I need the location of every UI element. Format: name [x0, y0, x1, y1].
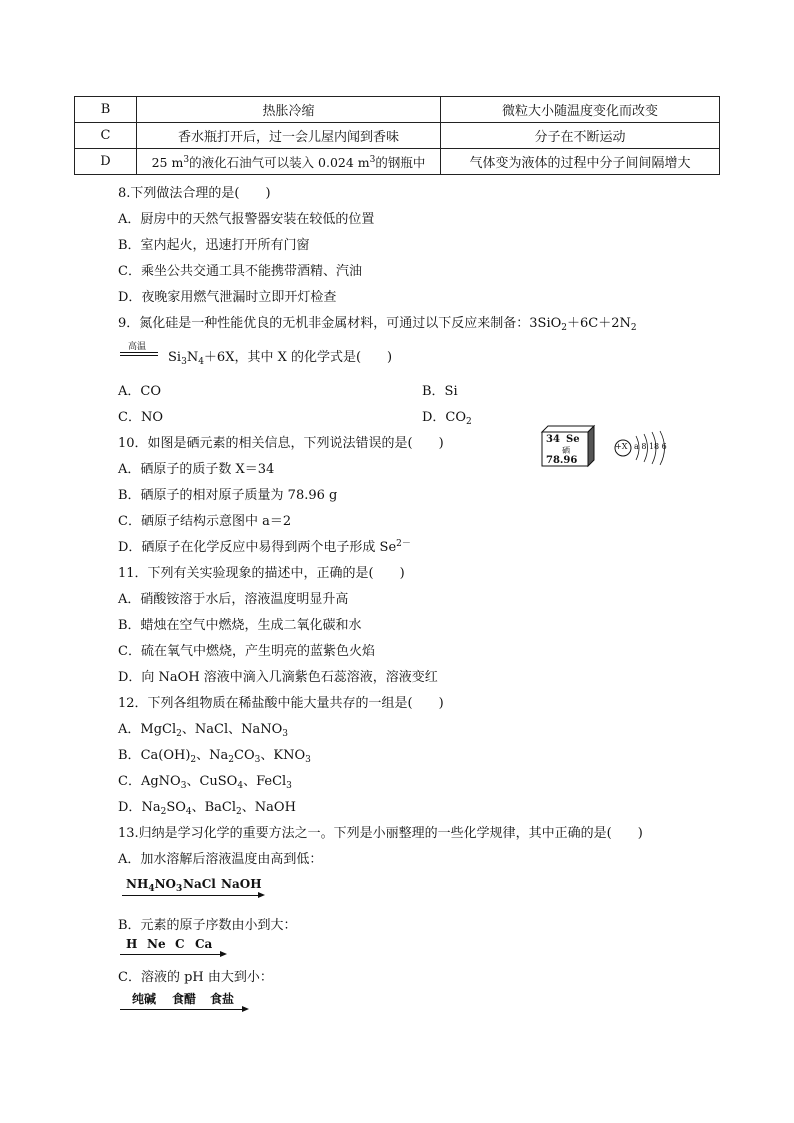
q10-option-b: B．硒原子的相对原子质量为 78.96 g: [118, 488, 338, 503]
row-label: D: [75, 149, 137, 175]
row-explain: 气体变为液体的过程中分子间间隔增大: [441, 149, 720, 175]
q13-c-item-2: 食醋: [172, 992, 197, 1006]
reaction-condition: 高温: [128, 342, 147, 352]
q13-c-item-1: 纯碱: [132, 992, 157, 1006]
q13-stem: 13.归纳是学习化学的重要方法之一。下列是小丽整理的一些化学规律，其中正确的是( ): [118, 826, 643, 841]
row-explain: 微粒大小随温度变化而改变: [441, 97, 720, 123]
q8-option-c: C．乘坐公共交通工具不能携带酒精、汽油: [118, 264, 362, 279]
q13-b-item-4: Ca: [195, 937, 213, 951]
q9-stem-line2: $Si_3N_4+6X$，其中 X 的化学式是( ): [168, 350, 393, 367]
q11-option-c: C．硫在氧气中燃烧，产生明亮的蓝紫色火焰: [118, 644, 375, 659]
q8-option-b: B．室内起火，迅速打开所有门窗: [118, 238, 310, 253]
table-row: [75, 123, 720, 149]
q10-option-c: C．硒原子结构示意图中 a＝2: [118, 514, 292, 529]
q12-stem: 12．下列各组物质在稀盐酸中能大量共存的一组是( ): [118, 696, 444, 711]
q13-option-b: B．元素的原子序数由小到大：: [118, 918, 297, 933]
q13-b-item-1: H: [126, 937, 138, 951]
q10-option-d: D．硒原子在化学反应中易得到两个电子形成 $Se^{2-}$: [118, 539, 411, 555]
q10-option-a: A．硒原子的质子数 X＝34: [118, 462, 275, 477]
q9-stem: 9．氮化硅是一种性能优良的无机非金属材料，可通过以下反应来制备：$3SiO_2+6C+2N_2$: [118, 316, 637, 333]
reaction-equal-bottom: [120, 355, 158, 356]
q8-stem: 8.下列做法合理的是( ): [118, 186, 271, 201]
q11-option-a: A．硝酸铵溶于水后，溶液温度明显升高: [118, 592, 349, 607]
row-explain: 分子在不断运动: [441, 123, 720, 149]
q9-option-c: C．NO: [118, 410, 163, 425]
answer-table: [74, 96, 720, 175]
q11-option-d: D．向 NaOH 溶液中滴入几滴紫色石蕊溶液，溶液变红: [118, 670, 438, 685]
q12-option-b: B．$Ca(OH)_2$、$Na_2CO_3$、$KNO_3$: [118, 748, 311, 765]
q12-option-d: D．$Na_2SO_4$、BaCl$_2$、NaOH: [118, 800, 296, 817]
q10-stem: 10．如图是硒元素的相关信息，下列说法错误的是( ): [118, 436, 444, 451]
q13-c-item-3: 食盐: [210, 992, 235, 1006]
row-label: C: [75, 123, 137, 149]
q12-option-a: A．MgCl$_2$、NaCl、NaNO$_3$: [118, 722, 288, 739]
reaction-equal-top: [120, 352, 158, 353]
q12-option-c: C．AgNO$_3$、CuSO$_4$、FeCl$_3$: [118, 774, 292, 791]
q13-c-arrow: [120, 1009, 242, 1010]
q13-b-item-2: Ne: [147, 937, 166, 951]
element-mass: 78.96: [546, 455, 578, 466]
q9-option-b: B．Si: [422, 384, 458, 399]
q9-option-a: A．CO: [118, 384, 161, 399]
q13-option-a: A．加水溶解后溶液温度由高到低：: [118, 852, 323, 867]
row-fact: 25 $m^3$的液化石油气可以装入 0.024 $m^3$的钢瓶中: [137, 149, 441, 175]
element-symbol: Se: [566, 434, 580, 445]
q13-b-item-3: C: [175, 937, 185, 951]
element-name: 硒: [562, 446, 570, 455]
q13-b-arrow: [120, 954, 220, 955]
q8-option-a: A．厨房中的天然气报警器安装在较低的位置: [118, 212, 375, 227]
q13-a-item-3: NaOH: [221, 877, 262, 891]
nucleus-label: +X: [615, 442, 628, 451]
row-fact: 热胀冷缩: [137, 97, 441, 123]
element-number: 34: [546, 434, 560, 445]
shell-electrons: a 8 18 6: [634, 442, 667, 451]
q13-a-item-1: $NH_4NO_3$: [126, 877, 183, 894]
q13-a-item-2: NaCl: [183, 877, 216, 891]
q13-option-c: C．溶液的 pH 由大到小：: [118, 970, 273, 985]
q11-option-b: B．蜡烛在空气中燃烧，生成二氧化碳和水: [118, 618, 362, 633]
q9-option-d: D．$CO_2$: [422, 410, 472, 427]
table-row: [75, 149, 720, 175]
row-label: B: [75, 97, 137, 123]
table-row: [75, 97, 720, 123]
q8-option-d: D．夜晚家用燃气泄漏时立即开灯检查: [118, 290, 337, 305]
q13-a-arrow: [122, 895, 258, 896]
q11-stem: 11．下列有关实验现象的描述中，正确的是( ): [118, 566, 405, 581]
row-fact: 香水瓶打开后，过一会儿屋内闻到香味: [137, 123, 441, 149]
